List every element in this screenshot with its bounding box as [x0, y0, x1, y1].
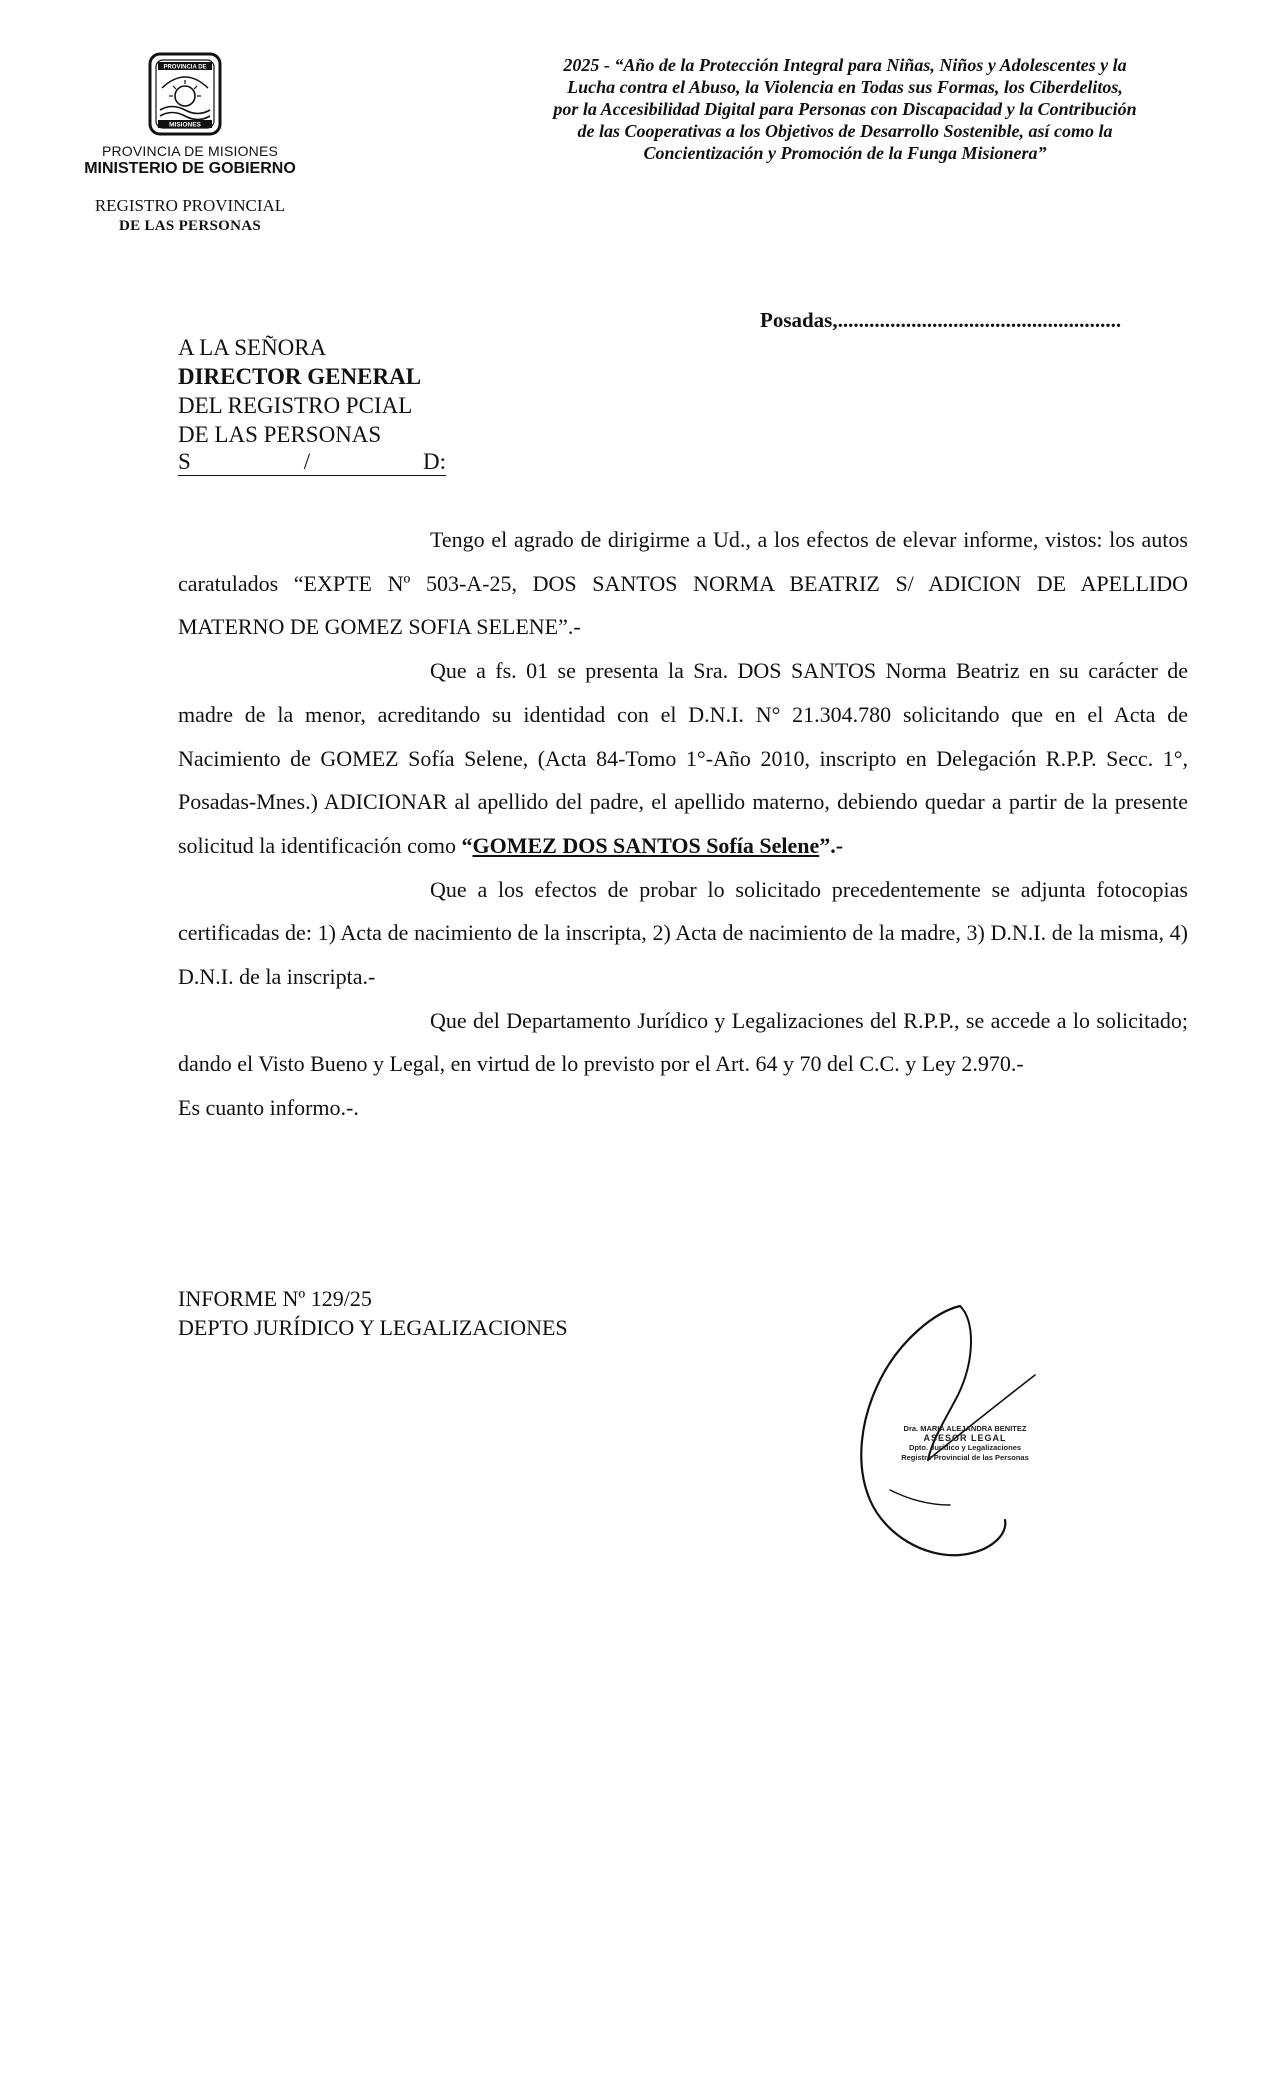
closing-line: Es cuanto informo.-. [178, 1095, 359, 1121]
ministry-name: MINISTERIO DE GOBIERNO [84, 160, 296, 177]
report-department: DEPTO JURÍDICO Y LEGALIZACIONES [178, 1315, 568, 1340]
addressee-line-1: A LA SEÑORA [178, 335, 327, 360]
paragraph-2 [178, 649, 1188, 868]
place-date-line: Posadas,...................................................... [760, 308, 1122, 332]
year-motto [495, 54, 1195, 164]
motto-line: por la Accesibilidad Digital para Personas con Discapacidad y la Contribución [553, 99, 1137, 119]
paragraph-3: Que a los efectos de probar lo solicitado precedentemente se adjunta fotocopias certificadas de: 1) Acta de nacimiento de la inscripta, 2) Acta de nacimiento de la madre, 3) D.N.I. de la misma, 4) D.N.I. de la inscripta.- [178, 876, 1188, 990]
legal-advisor-stamp [890, 1424, 1040, 1462]
sd-s: S [178, 449, 191, 474]
addressee-line-4: DE LAS PERSONAS [178, 422, 382, 447]
stamp-line-3: Dpto. Jurídico y Legalizaciones [908, 1443, 1022, 1452]
paragraph-1: Tengo el agrado de dirigirme a Ud., a los efectos de elevar informe, vistos: los autos caratulados “EXPTE Nº 503-A-25, DOS SANTOS NORMA BEATRIZ S/ ADICION DE APELLIDO MATERNO DE GOMEZ SOFIA SELENE”.- [178, 527, 1188, 640]
stamp-line-2: ASESOR LEGAL [923, 1432, 1007, 1443]
report-number: INFORME Nº 129/25 [178, 1286, 372, 1311]
sd-slash: / [303, 449, 311, 474]
addressee-line-2: DIRECTOR GENERAL [178, 364, 422, 389]
motto-line: Concientización y Promoción de la Funga Misionera” [643, 143, 1047, 163]
motto-line: 2025 - “Año de la Protección Integral para Niñas, Niños y Adolescentes y la [563, 55, 1127, 75]
provincial-seal-icon [140, 48, 230, 140]
paragraph-4: Que del Departamento Jurídico y Legalizaciones del R.P.P., se accede a lo solicitado; dando el Visto Bueno y Legal, en virtud de lo previsto por el Art. 64 y 70 del C.C. y Ley 2.970.- [178, 1007, 1188, 1077]
svg-text:MISIONES: MISIONES [169, 121, 201, 129]
sd-line [178, 449, 446, 476]
registry-line-2: DE LAS PERSONAS [118, 218, 262, 234]
sd-d: D: [423, 449, 446, 474]
paragraph-2-end: ”.- [819, 832, 844, 858]
addressee-block [178, 333, 446, 476]
paragraph-2-text: Que a fs. 01 se presenta la Sra. DOS SANTOS Norma Beatriz en su carácter de madre de la menor, acreditando su identidad con el D.N.I. N° 21.304.780 solicitando que en el Acta de Nacimiento de GOMEZ Sofía Selene, (Acta 84-Tomo 1°-Año 2010, inscripto en Delegación R.P.P. Secc. 1°, Posadas-Mnes.) ADICIONAR al apellido del padre, el apellido materno, debiendo quedar a partir de la presente solicitud la identificación como [178, 658, 1188, 858]
svg-text:PROVINCIA DE: PROVINCIA DE [163, 64, 207, 71]
stamp-line-4: Registro Provincial de las Personas [901, 1452, 1029, 1462]
paragraph-2-open-quote: “ [461, 832, 473, 858]
motto-line: de las Cooperativas a los Objetivos de Desarrollo Sostenible, así como la [577, 121, 1113, 141]
new-name-highlight: GOMEZ DOS SANTOS Sofía Selene [472, 832, 820, 858]
report-reference [178, 1284, 568, 1342]
addressee-line-3: DEL REGISTRO PCIAL [178, 393, 413, 418]
registry-line-1: REGISTRO PROVINCIAL [94, 196, 286, 215]
report-body [178, 518, 1188, 1130]
motto-line: Lucha contra el Abuso, la Violencia en Todas sus Formas, los Ciberdelitos, [567, 77, 1123, 97]
stamp-line-1: Dra. MARIA ALEJANDRA BENITEZ [903, 1424, 1027, 1433]
province-name: PROVINCIA DE MISIONES [101, 143, 279, 159]
